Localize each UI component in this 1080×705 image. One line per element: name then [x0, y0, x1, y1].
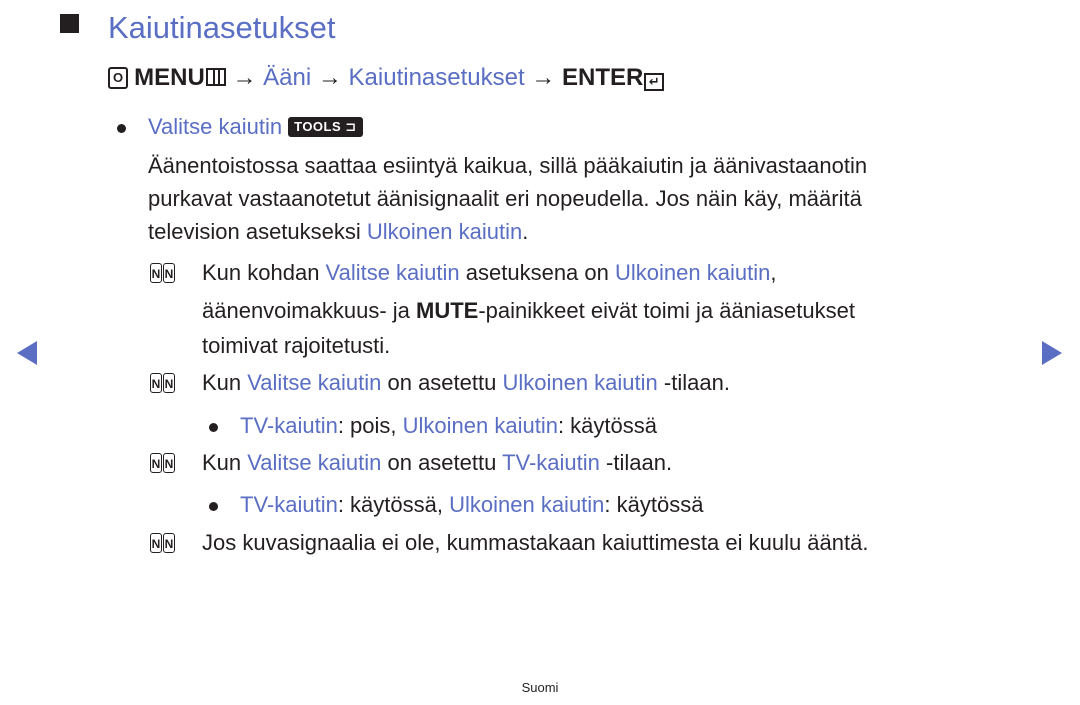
o-button-icon: O	[108, 67, 128, 89]
note-text: Kun	[202, 450, 248, 475]
bullet-icon	[209, 423, 218, 432]
select-speaker-term: Valitse kaiutin	[325, 260, 460, 285]
page-title: Kaiutinasetukset	[108, 10, 336, 45]
paragraph-text: .	[522, 219, 529, 244]
path-arrow: →	[311, 64, 349, 91]
note-icon	[150, 453, 178, 475]
note-glyph: N	[163, 373, 175, 393]
bullet-icon	[117, 124, 126, 133]
note-text: -painikkeet eivät toimi ja ääniasetukset	[478, 298, 855, 323]
tools-icon	[288, 117, 363, 137]
note-text: asetuksena on	[459, 260, 615, 285]
note-line: Jos kuvasignaalia ei ole, kummastakaan kaiuttimesta ei kuulu ääntä.	[202, 530, 869, 555]
note-text: Kun	[202, 370, 248, 395]
tv-speaker-term: TV-kaiutin	[240, 413, 338, 438]
tools-glyph: ⊐	[345, 119, 357, 134]
path-arrow: →	[225, 64, 264, 91]
note-glyph: N	[150, 263, 162, 283]
external-speaker-term: Ulkoinen kaiutin	[502, 370, 658, 395]
bullet-text: : käytössä	[557, 413, 657, 438]
note-glyph: N	[163, 453, 175, 473]
tools-label: TOOLS	[294, 119, 342, 134]
bullet-text: : pois,	[337, 413, 403, 438]
note-glyph: N	[150, 533, 162, 553]
bullet-line	[240, 411, 657, 441]
tv-speaker-term: TV-kaiutin	[240, 492, 338, 517]
note-text: Kun kohdan	[202, 260, 326, 285]
note-text: äänenvoimakkuus- ja	[202, 298, 417, 323]
bullet-text: : käytössä	[604, 492, 704, 517]
paragraph-line	[148, 217, 528, 247]
note-text: on asetettu	[381, 370, 503, 395]
prev-page-arrow-icon[interactable]	[17, 341, 37, 365]
note-line	[202, 448, 672, 478]
note-icon	[150, 263, 178, 285]
note-icon	[150, 373, 178, 395]
section-heading	[148, 112, 363, 142]
bullet-text: : käytössä,	[337, 492, 450, 517]
note-line	[202, 368, 730, 398]
note-text: on asetettu	[381, 450, 503, 475]
external-speaker-term: Ulkoinen kaiutin	[449, 492, 605, 517]
note-text: -tilaan.	[657, 370, 730, 395]
select-speaker-term: Valitse kaiutin	[247, 370, 382, 395]
note-line: toimivat rajoitetusti.	[202, 333, 391, 358]
tv-speaker-term: TV-kaiutin	[502, 450, 600, 475]
heading-select-speaker: Valitse kaiutin	[148, 114, 283, 139]
bullet-line	[240, 490, 703, 520]
select-speaker-term: Valitse kaiutin	[247, 450, 382, 475]
next-page-arrow-icon[interactable]	[1042, 341, 1062, 365]
note-line	[202, 258, 776, 288]
paragraph-text: television asetukseksi	[148, 219, 367, 244]
note-line	[202, 296, 855, 326]
paragraph-line: Äänentoistossa saattaa esiintyä kaikua, sillä pääkaiutin ja äänivastaanotin	[148, 153, 868, 178]
menu-path	[108, 62, 664, 94]
note-glyph: N	[150, 453, 162, 473]
footer-language: Suomi	[521, 680, 559, 695]
paragraph-line: purkavat vastaanotetut äänisignaalit eri nopeudella. Jos näin käy, määritä	[148, 186, 862, 211]
section-square-icon	[60, 14, 79, 33]
enter-icon: ↵	[644, 73, 664, 91]
path-arrow: →	[524, 64, 562, 91]
bullet-icon	[209, 502, 218, 511]
mute-term: MUTE	[416, 298, 479, 323]
menu-label: MENU	[134, 64, 205, 91]
external-speaker-term: Ulkoinen kaiutin	[366, 219, 523, 244]
note-icon	[150, 533, 178, 555]
path-item-sound: Ääni	[263, 64, 312, 91]
path-item-speaker-settings: Kaiutinasetukset	[348, 64, 525, 91]
external-speaker-term: Ulkoinen kaiutin	[402, 413, 558, 438]
menu-icon	[206, 68, 226, 86]
enter-label: ENTER	[561, 64, 644, 91]
note-text: -tilaan.	[599, 450, 673, 475]
external-speaker-term: Ulkoinen kaiutin	[615, 260, 771, 285]
note-glyph: N	[163, 533, 175, 553]
note-text: ,	[770, 260, 777, 285]
note-glyph: N	[163, 263, 175, 283]
note-glyph: N	[150, 373, 162, 393]
